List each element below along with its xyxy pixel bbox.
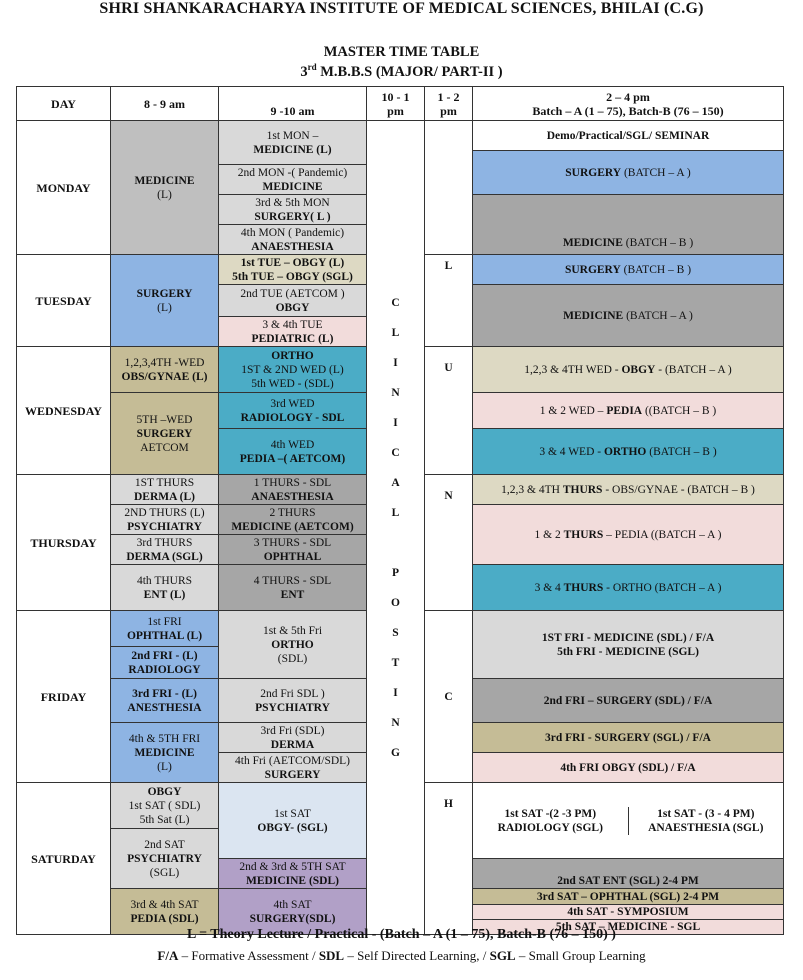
- day-wednesday: WEDNESDAY: [17, 347, 111, 475]
- mon-9-10-cell-3: 3rd & 5th MON SURGERY( L ): [219, 195, 367, 225]
- wed-9-10-cell-3: 4th WED PEDIA –( AETCOM): [219, 429, 367, 475]
- legend-line-1: L = Theory Lecture / Practical - (Batch – A (1 – 75), Batch-B (76 – 150) ): [187, 927, 616, 942]
- tue-9-10-cell-1: 1st TUE – OBGY (L) 5th TUE – OBGY (SGL): [219, 255, 367, 285]
- lunch-letter-n: N: [425, 475, 473, 611]
- sat-2-4-radiology: 1st SAT -(2 -3 PM) RADIOLOGY (SGL): [497, 807, 603, 834]
- master-timetable: [16, 86, 784, 935]
- wed-9-10-cell-1: ORTHO 1ST & 2ND WED (L) 5th WED - (SDL): [219, 347, 367, 393]
- sat-2-4-split: [473, 783, 784, 859]
- wed-2-4-obgy-a: 1,2,3 & 4TH WED - OBGY - (BATCH – A ): [473, 347, 784, 393]
- wed-8-9-cell-2: 5TH –WED SURGERY AETCOM: [111, 393, 219, 475]
- sat-8-9-cell-3: 3rd & 4th SAT PEDIA (SDL): [111, 889, 219, 935]
- thu-2-4-pedia-a: 1 & 2 THURS – PEDIA ((BATCH – A ): [473, 505, 784, 565]
- tue-8-9-cell: SURGERY (L): [111, 255, 219, 347]
- thu-9-10-cell-2: 2 THURS MEDICINE (AETCOM): [219, 505, 367, 535]
- sat-9-10-cell-1: 1st SAT OBGY- (SGL): [219, 783, 367, 859]
- document-subtitle: 3rd M.B.B.S (MAJOR/ PART-II ): [300, 62, 503, 80]
- day-saturday: SATURDAY: [17, 783, 111, 935]
- wed-8-9-cell-1: 1,2,3,4TH -WED OBS/GYNAE (L): [111, 347, 219, 393]
- mon-9-10-cell-2: 2nd MON -( Pandemic) MEDICINE: [219, 165, 367, 195]
- tue-2-4-surgery-b: SURGERY (BATCH – B ): [473, 255, 784, 285]
- legend-line-2: F/A – Formative Assessment / SDL – Self Directed Learning, / SGL – Small Group Learning: [157, 948, 646, 963]
- wed-2-4-pedia-b: 1 & 2 WED – PEDIA ((BATCH – B ): [473, 393, 784, 429]
- thu-8-9-cell-1: 1ST THURS DERMA (L): [111, 475, 219, 505]
- header-10-1: 10 - 1 pm: [367, 87, 425, 121]
- day-friday: FRIDAY: [17, 611, 111, 783]
- mon-9-10-cell-1: 1st MON – MEDICINE (L): [219, 121, 367, 165]
- tue-9-10-cell-3: 3 & 4th TUE PEDIATRIC (L): [219, 317, 367, 347]
- day-monday: MONDAY: [17, 121, 111, 255]
- fri-2-4-surgery-sdl: 2nd FRI – SURGERY (SDL) / F/A: [473, 679, 784, 723]
- sat-2-4-medicine-sgl: 5th SAT – MEDICINE - SGL: [473, 920, 784, 935]
- lunch-letter-h: H: [425, 783, 473, 935]
- sat-2-4-ophthal: 3rd SAT – OPHTHAL (SGL) 2-4 PM: [473, 889, 784, 905]
- fri-8-9-cell-3: 3rd FRI - (L) ANESTHESIA: [111, 679, 219, 723]
- fri-9-10-cell-1: 1st & 5th Fri ORTHO (SDL): [219, 611, 367, 679]
- thu-8-9-cell-4: 4th THURS ENT (L): [111, 565, 219, 611]
- mon-9-10-cell-4: 4th MON ( Pandemic) ANAESTHESIA: [219, 225, 367, 255]
- sat-2-4-symposium: 4th SAT - SYMPOSIUM: [473, 905, 784, 920]
- day-tuesday: TUESDAY: [17, 255, 111, 347]
- lunch-letter-c: C: [425, 611, 473, 783]
- mon-2-4-medicine-b: MEDICINE (BATCH – B ): [473, 195, 784, 255]
- wed-9-10-cell-2: 3rd WED RADIOLOGY - SDL: [219, 393, 367, 429]
- sat-9-10-cell-2: 2nd & 3rd & 5TH SAT MEDICINE (SDL): [219, 859, 367, 889]
- header-8-9: 8 - 9 am: [111, 87, 219, 121]
- fri-9-10-cell-2: 2nd Fri SDL ) PSYCHIATRY: [219, 679, 367, 723]
- thu-9-10-cell-4: 4 THURS - SDL ENT: [219, 565, 367, 611]
- institute-title: SHRI SHANKARACHARYA INSTITUTE OF MEDICAL SCIENCES, BHILAI (C.G): [99, 0, 704, 17]
- thu-9-10-cell-3: 3 THURS - SDL OPHTHAL: [219, 535, 367, 565]
- thu-2-4-ortho-a: 3 & 4 THURS - ORTHO (BATCH – A ): [473, 565, 784, 611]
- sat-8-9-cell-1: OBGY 1st SAT ( SDL) 5th Sat (L): [111, 783, 219, 829]
- header-1-2: 1 - 2 pm: [425, 87, 473, 121]
- lunch-letter-u: U: [425, 347, 473, 475]
- fri-8-9-cell-2: 2nd FRI - (L) RADIOLOGY: [111, 647, 219, 679]
- fri-9-10-cell-4: 4th Fri (AETCOM/SDL) SURGERY: [219, 753, 367, 783]
- document-title: MASTER TIME TABLE: [323, 44, 480, 60]
- header-day: DAY: [17, 87, 111, 121]
- thu-8-9-cell-3: 3rd THURS DERMA (SGL): [111, 535, 219, 565]
- wed-2-4-ortho-b: 3 & 4 WED - ORTHO (BATCH – B ): [473, 429, 784, 475]
- fri-2-4-surgery-sgl: 3rd FRI - SURGERY (SGL) / F/A: [473, 723, 784, 753]
- header-9-10: 9 -10 am: [219, 87, 367, 121]
- sat-8-9-cell-2: 2nd SAT PSYCHIATRY (SGL): [111, 829, 219, 889]
- header-2-4: 2 – 4 pm Batch – A (1 – 75), Batch-B (76 – 150): [473, 87, 784, 121]
- clinical-posting-column: C L I N I C A L P O S T I N G: [367, 121, 425, 935]
- tue-9-10-cell-2: 2nd TUE (AETCOM ) OBGY: [219, 285, 367, 317]
- header-row: [17, 87, 784, 121]
- lunch-letter-l: L: [425, 255, 473, 347]
- fri-2-4-medicine: 1ST FRI - MEDICINE (SDL) / F/A 5th FRI - MEDICINE (SGL): [473, 611, 784, 679]
- fri-8-9-cell-4: 4th & 5TH FRI MEDICINE (L): [111, 723, 219, 783]
- mon-8-9-cell: MEDICINE (L): [111, 121, 219, 255]
- thu-8-9-cell-2: 2ND THURS (L) PSYCHIATRY: [111, 505, 219, 535]
- sat-9-10-cell-3: 4th SAT SURGERY(SDL): [219, 889, 367, 935]
- day-thursday: THURSDAY: [17, 475, 111, 611]
- mon-2-4-demo: Demo/Practical/SGL/ SEMINAR: [473, 121, 784, 151]
- thu-9-10-cell-1: 1 THURS - SDL ANAESTHESIA: [219, 475, 367, 505]
- sat-2-4-anaesthesia: 1st SAT - (3 - 4 PM) ANAESTHESIA (SGL): [628, 807, 784, 835]
- fri-8-9-cell-1: 1st FRI OPHTHAL (L): [111, 611, 219, 647]
- tue-2-4-medicine-a: MEDICINE (BATCH – A ): [473, 285, 784, 347]
- thu-2-4-obs-b: 1,2,3 & 4TH THURS - OBS/GYNAE - (BATCH – B ): [473, 475, 784, 505]
- sat-2-4-ent: 2nd SAT ENT (SGL) 2-4 PM: [473, 859, 784, 889]
- fri-9-10-cell-3: 3rd Fri (SDL) DERMA: [219, 723, 367, 753]
- mon-2-4-surgery-a: SURGERY (BATCH – A ): [473, 151, 784, 195]
- lunch-mon: [425, 121, 473, 255]
- fri-2-4-obgy: 4th FRI OBGY (SDL) / F/A: [473, 753, 784, 783]
